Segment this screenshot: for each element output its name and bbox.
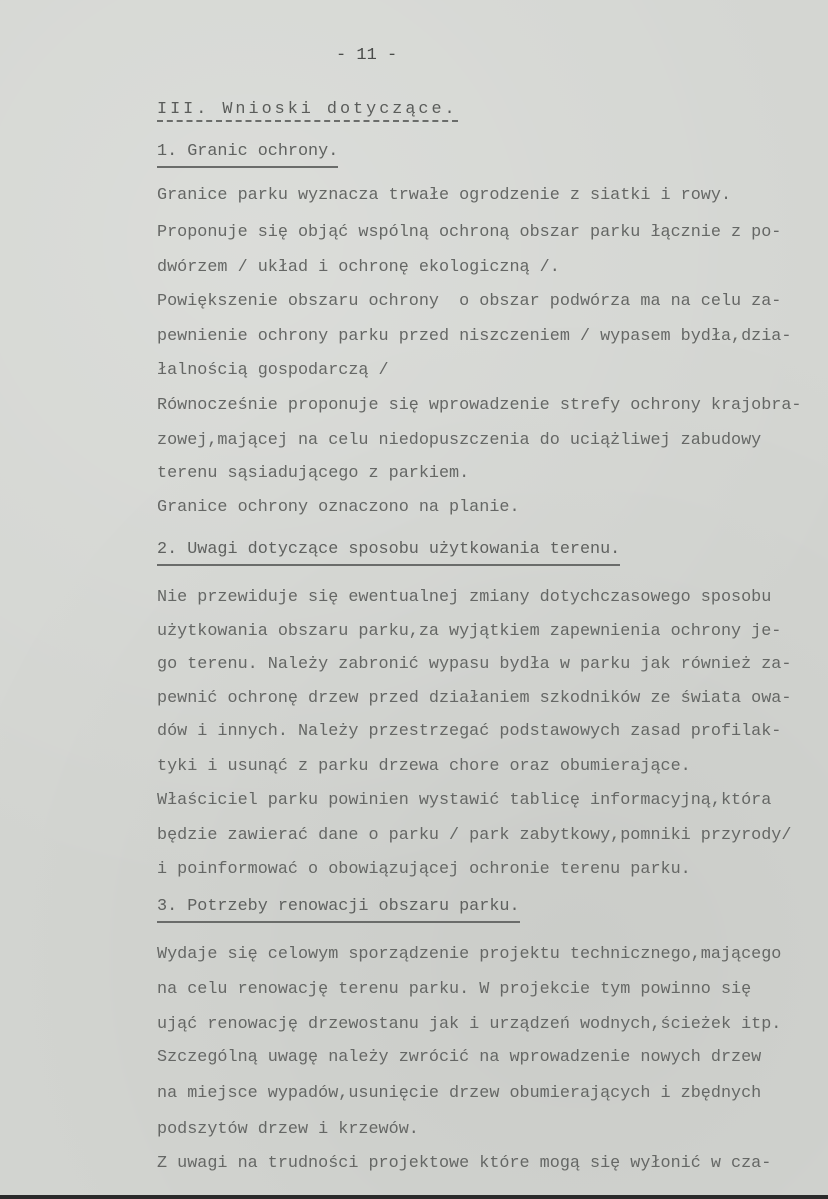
- section-2-title: 2. Uwagi dotyczące sposobu użytkowania terenu.: [157, 540, 620, 566]
- body-line: Powiększenie obszaru ochrony o obszar podwórza ma na celu za-: [157, 292, 782, 311]
- body-line: łalnością gospodarczą /: [157, 361, 389, 380]
- body-line: i poinformować o obowiązującej ochronie terenu parku.: [157, 860, 691, 879]
- body-line: Granice parku wyznacza trwałe ogrodzenie z siatki i rowy.: [157, 186, 732, 205]
- body-line: terenu sąsiadującego z parkiem.: [157, 464, 470, 483]
- body-line: podszytów drzew i krzewów.: [157, 1120, 419, 1139]
- body-line: Wydaje się celowym sporządzenie projektu technicznego,mającego: [157, 945, 782, 964]
- body-line: dów i innych. Należy przestrzegać podstawowych zasad profilak-: [157, 722, 782, 741]
- body-line: dwórzem / układ i ochronę ekologiczną /.: [157, 258, 560, 277]
- body-line: zowej,mającej na celu niedopuszczenia do uciążliwej zabudowy: [157, 431, 762, 450]
- body-line: będzie zawierać dane o parku / park zabytkowy,pomniki przyrody/: [157, 826, 792, 845]
- body-line: Właściciel parku powinien wystawić tablicę informacyjną,która: [157, 791, 772, 810]
- section-3-title: 3. Potrzeby renowacji obszaru parku.: [157, 897, 520, 923]
- scan-bottom-edge: [0, 1195, 828, 1199]
- body-line: Nie przewiduje się ewentualnej zmiany dotychczasowego sposobu: [157, 588, 772, 607]
- body-line: go terenu. Należy zabronić wypasu bydła w parku jak również za-: [157, 655, 792, 674]
- body-line: Granice ochrony oznaczono na planie.: [157, 498, 520, 517]
- body-line: użytkowania obszaru parku,za wyjątkiem zapewnienia ochrony je-: [157, 622, 782, 641]
- body-line: tyki i usunąć z parku drzewa chore oraz obumierające.: [157, 757, 691, 776]
- body-line: ująć renowację drzewostanu jak i urządzeń wodnych,ścieżek itp.: [157, 1015, 782, 1034]
- body-line: pewnić ochronę drzew przed działaniem szkodników ze świata owa-: [157, 689, 792, 708]
- body-line: na celu renowację terenu parku. W projekcie tym powinno się: [157, 980, 752, 999]
- section-1-title: 1. Granic ochrony.: [157, 142, 338, 168]
- body-line: pewnienie ochrony parku przed niszczeniem / wypasem bydła,dzia-: [157, 327, 792, 346]
- body-line: Szczególną uwagę należy zwrócić na wprowadzenie nowych drzew: [157, 1048, 762, 1067]
- chapter-heading: III. Wnioski dotyczące.: [157, 100, 458, 122]
- body-line: Równocześnie proponuje się wprowadzenie strefy ochrony krajobra-: [157, 396, 802, 415]
- body-line: Z uwagi na trudności projektowe które mogą się wyłonić w cza-: [157, 1154, 772, 1173]
- body-line: na miejsce wypadów,usunięcie drzew obumierających i zbędnych: [157, 1084, 762, 1103]
- page-number: - 11 -: [336, 46, 398, 65]
- body-line: Proponuje się objąć wspólną ochroną obszar parku łącznie z po-: [157, 223, 782, 242]
